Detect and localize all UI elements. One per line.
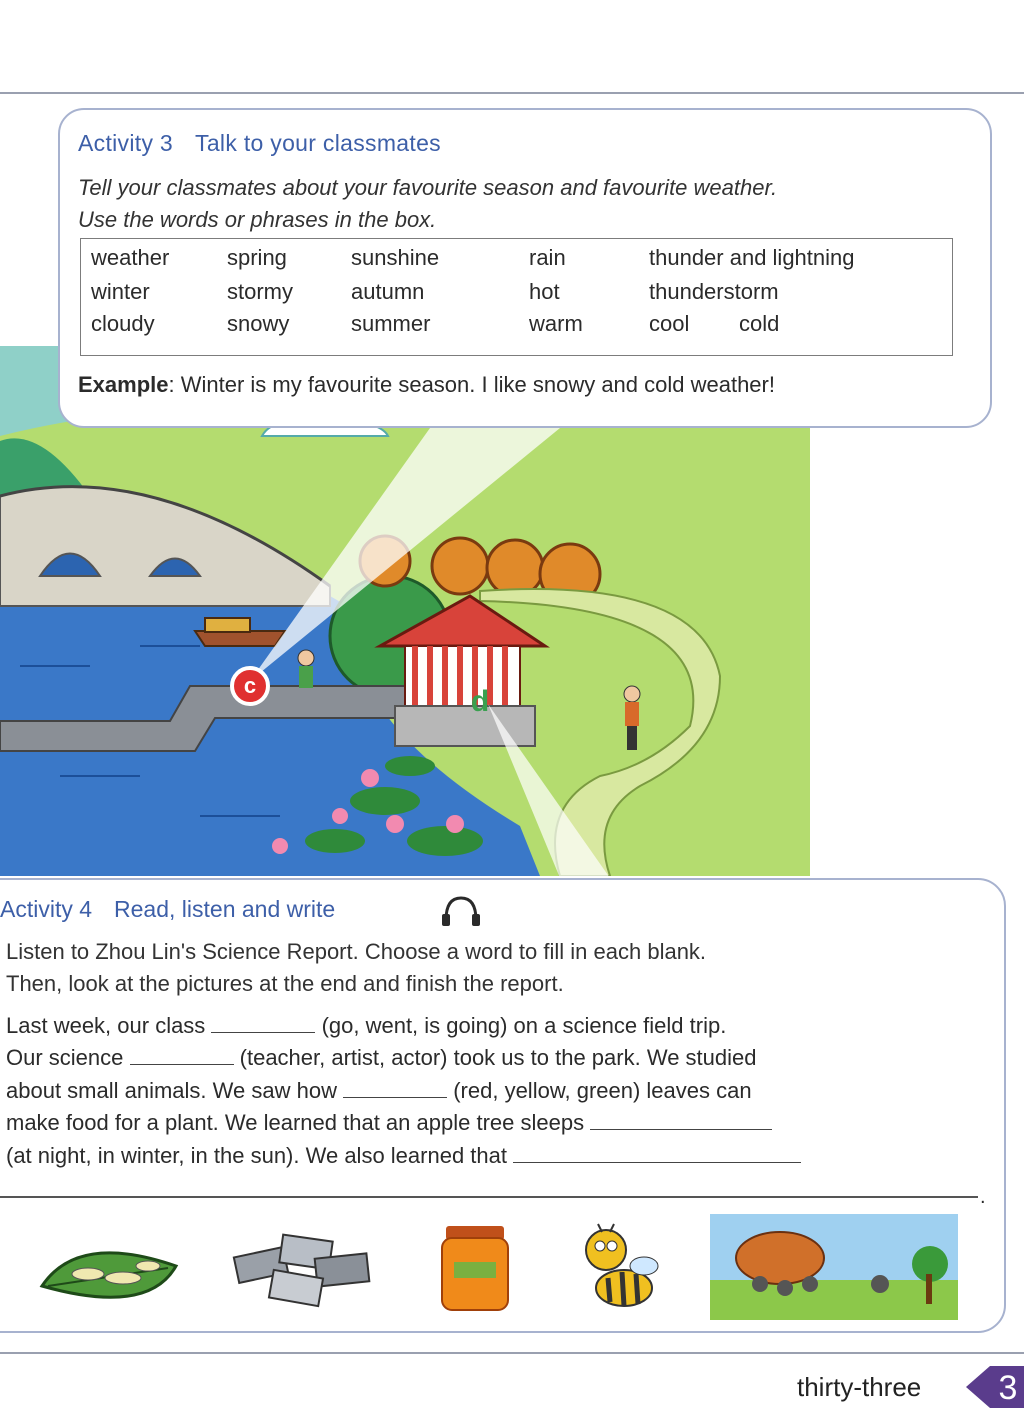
- bee-picture: [574, 1216, 664, 1314]
- report-text: (red, yellow, green) leaves can: [453, 1077, 752, 1103]
- activity3-instruction: [78, 172, 777, 236]
- report-text: (go, went, is going) on a science field trip.: [321, 1013, 727, 1038]
- report-text: (teacher, artist, actor) took us to the park. We studied: [239, 1045, 757, 1071]
- word-box: [80, 238, 953, 356]
- activity4-instruction: [6, 936, 706, 1000]
- word-item: cool: [649, 311, 690, 336]
- word-item: autumn: [351, 279, 425, 304]
- ants-carrying-food-picture: [710, 1214, 958, 1320]
- report-line-2: [6, 1042, 986, 1074]
- word-item: weather: [91, 245, 170, 270]
- page-number-tab: [962, 1362, 1024, 1412]
- blank-6[interactable]: [0, 1196, 978, 1198]
- word-item: stormy: [227, 279, 293, 304]
- silkworms-on-leaf-picture: [38, 1236, 180, 1316]
- word-item: spring: [227, 245, 287, 270]
- word-item: snowy: [227, 311, 290, 336]
- report-line-5: [6, 1140, 986, 1172]
- word-item: cold: [739, 311, 780, 336]
- report-text: about small animals. We saw how: [6, 1077, 337, 1103]
- word-item: thunder and lightning: [649, 245, 855, 270]
- page-number-digit: 3: [998, 1369, 1018, 1407]
- report-text: Our science: [6, 1045, 124, 1071]
- silk-cloth-picture: [226, 1228, 378, 1312]
- page-number-text: thirty-three: [797, 1372, 922, 1402]
- top-rule: [0, 92, 1024, 94]
- example-label: Example: [78, 372, 169, 397]
- word-item: hot: [529, 279, 560, 304]
- activity4-instruction-line1: Listen to Zhou Lin's Science Report. Choose a word to fill in each blank.: [6, 939, 707, 964]
- word-item: rain: [529, 245, 566, 270]
- activity3-instruction-line2: Use the words or phrases in the box.: [78, 207, 437, 232]
- blank-3[interactable]: [343, 1078, 447, 1098]
- science-report: [6, 1010, 986, 1172]
- blank-4[interactable]: [590, 1110, 772, 1130]
- activity3-instruction-line1: Tell your classmates about your favourite season and favourite weather.: [78, 175, 778, 200]
- report-text: Last week, our class: [6, 1013, 206, 1038]
- honey-jar-picture: [440, 1222, 510, 1312]
- activity4-heading: Read, listen and write: [114, 896, 336, 922]
- word-item: warm: [529, 311, 583, 336]
- activity4-number: Activity 4: [0, 896, 93, 922]
- report-line-4: [6, 1107, 986, 1139]
- report-line-1: [6, 1010, 986, 1042]
- example-sentence: [78, 372, 775, 398]
- activity4-title: [0, 896, 335, 923]
- activity3-heading: Talk to your classmates: [195, 130, 441, 156]
- word-item: cloudy: [91, 311, 155, 336]
- activity3-card: [58, 108, 992, 428]
- bottom-rule: [0, 1352, 1024, 1354]
- blank-2[interactable]: [130, 1045, 234, 1065]
- activity4-instruction-line2: Then, look at the pictures at the end and finish the report.: [6, 971, 564, 996]
- end-mark: .: [980, 1186, 986, 1208]
- report-text: (at night, in winter, in the sun). We also learned that: [6, 1142, 507, 1168]
- word-item: winter: [91, 279, 150, 304]
- word-item: thunderstorm: [649, 279, 779, 304]
- activity3-title: [78, 130, 441, 157]
- word-item: summer: [351, 311, 431, 336]
- report-line-3: [6, 1075, 986, 1107]
- headphones-icon: [440, 894, 482, 928]
- blank-1[interactable]: [211, 1013, 315, 1033]
- activity3-number: Activity 3: [78, 130, 174, 156]
- marker-d-label: d: [470, 685, 490, 718]
- blank-5[interactable]: [513, 1143, 801, 1163]
- report-text: make food for a plant. We learned that an apple tree sleeps: [6, 1110, 585, 1136]
- marker-c-label: c: [243, 673, 257, 698]
- example-text: : Winter is my favourite season. I like snowy and cold weather!: [168, 372, 775, 397]
- word-item: sunshine: [351, 245, 440, 270]
